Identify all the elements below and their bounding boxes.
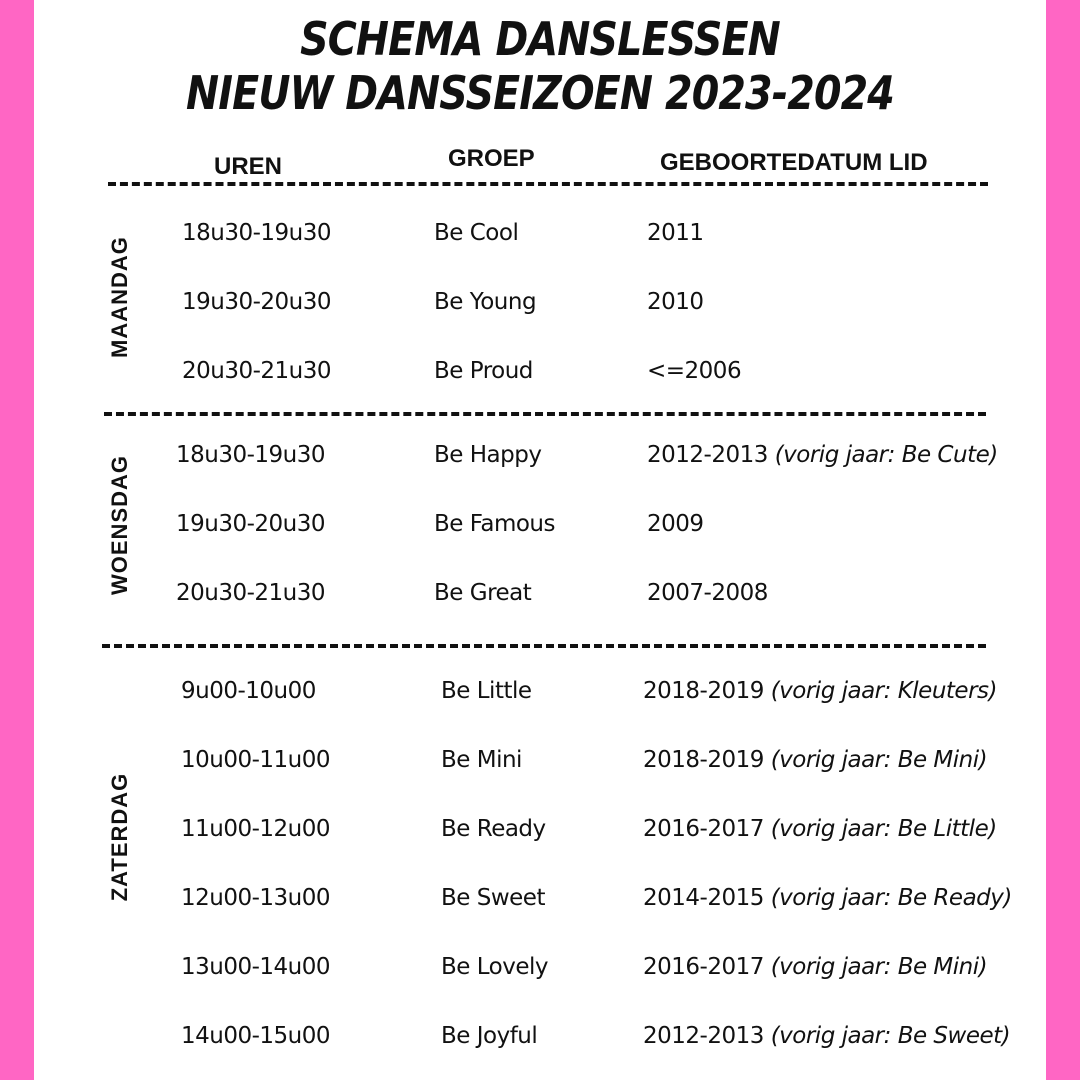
- divider-maandag: [104, 412, 986, 416]
- group-cell: Be Happy: [434, 442, 542, 468]
- page-title-line-1: SCHEMA DANSLESSEN: [300, 12, 780, 66]
- divider-woensdag: [102, 644, 986, 648]
- group-cell: Be Little: [441, 678, 532, 704]
- day-label-woensdag: WOENSDAG: [107, 455, 132, 595]
- previous-year-note: (vorig jaar: Be Cute): [774, 442, 998, 468]
- group-cell: Be Joyful: [441, 1023, 538, 1049]
- time-cell: 12u00-13u00: [181, 885, 331, 911]
- page-title-line-2: NIEUW DANSSEIZOEN 2023-2024: [186, 66, 894, 120]
- birth-cell: [647, 509, 704, 539]
- birth-cell: [643, 883, 1012, 913]
- birth-cell: [647, 287, 704, 317]
- birth-year: 2009: [647, 511, 704, 537]
- birth-cell: [643, 676, 997, 706]
- day-label-zaterdag: ZATERDAG: [107, 772, 132, 902]
- divider-header: [108, 182, 988, 186]
- time-cell: 18u30-19u30: [176, 442, 326, 468]
- birth-cell: [647, 218, 704, 248]
- birth-year: 2011: [647, 220, 704, 246]
- previous-year-note: (vorig jaar: Kleuters): [770, 678, 997, 704]
- time-cell: 20u30-21u30: [176, 580, 326, 606]
- birth-year: 2012-2013: [647, 442, 768, 468]
- group-cell: Be Mini: [441, 747, 522, 773]
- time-cell: 10u00-11u00: [181, 747, 331, 773]
- group-cell: Be Proud: [434, 358, 533, 384]
- birth-cell: [647, 578, 768, 608]
- time-cell: 9u00-10u00: [181, 678, 316, 704]
- birth-cell: [647, 356, 741, 386]
- right-pink-border: [1046, 0, 1080, 1080]
- time-cell: 11u00-12u00: [181, 816, 331, 842]
- time-cell: 19u30-20u30: [176, 511, 326, 537]
- group-cell: Be Famous: [434, 511, 555, 537]
- birth-year: <=2006: [647, 358, 742, 384]
- group-cell: Be Great: [434, 580, 532, 606]
- birth-year: 2007-2008: [647, 580, 768, 606]
- birth-cell: [643, 1021, 1010, 1051]
- time-cell: 18u30-19u30: [182, 220, 332, 246]
- header-groep: GROEP: [448, 145, 535, 172]
- time-cell: 20u30-21u30: [182, 358, 332, 384]
- left-pink-border: [0, 0, 34, 1080]
- time-cell: 19u30-20u30: [182, 289, 332, 315]
- previous-year-note: (vorig jaar: Be Sweet): [770, 1023, 1011, 1049]
- group-cell: Be Lovely: [441, 954, 548, 980]
- birth-year: 2014-2015: [643, 885, 764, 911]
- group-cell: Be Sweet: [441, 885, 545, 911]
- birth-cell: [643, 814, 997, 844]
- time-cell: 14u00-15u00: [181, 1023, 331, 1049]
- birth-year: 2012-2013: [643, 1023, 764, 1049]
- birth-cell: [643, 952, 987, 982]
- time-cell: 13u00-14u00: [181, 954, 331, 980]
- group-cell: Be Young: [434, 289, 537, 315]
- birth-year: 2016-2017: [643, 954, 764, 980]
- header-geboortedatum: GEBOORTEDATUM LID: [660, 149, 928, 176]
- previous-year-note: (vorig jaar: Be Mini): [770, 954, 988, 980]
- birth-year: 2016-2017: [643, 816, 764, 842]
- birth-cell: [647, 440, 998, 470]
- previous-year-note: (vorig jaar: Be Little): [770, 816, 997, 842]
- day-label-maandag: MAANDAG: [107, 236, 132, 358]
- previous-year-note: (vorig jaar: Be Mini): [770, 747, 988, 773]
- header-uren: UREN: [214, 153, 283, 180]
- group-cell: Be Cool: [434, 220, 519, 246]
- birth-year: 2018-2019: [643, 747, 764, 773]
- group-cell: Be Ready: [441, 816, 546, 842]
- previous-year-note: (vorig jaar: Be Ready): [770, 885, 1012, 911]
- birth-year: 2018-2019: [643, 678, 764, 704]
- birth-year: 2010: [647, 289, 704, 315]
- birth-cell: [643, 745, 987, 775]
